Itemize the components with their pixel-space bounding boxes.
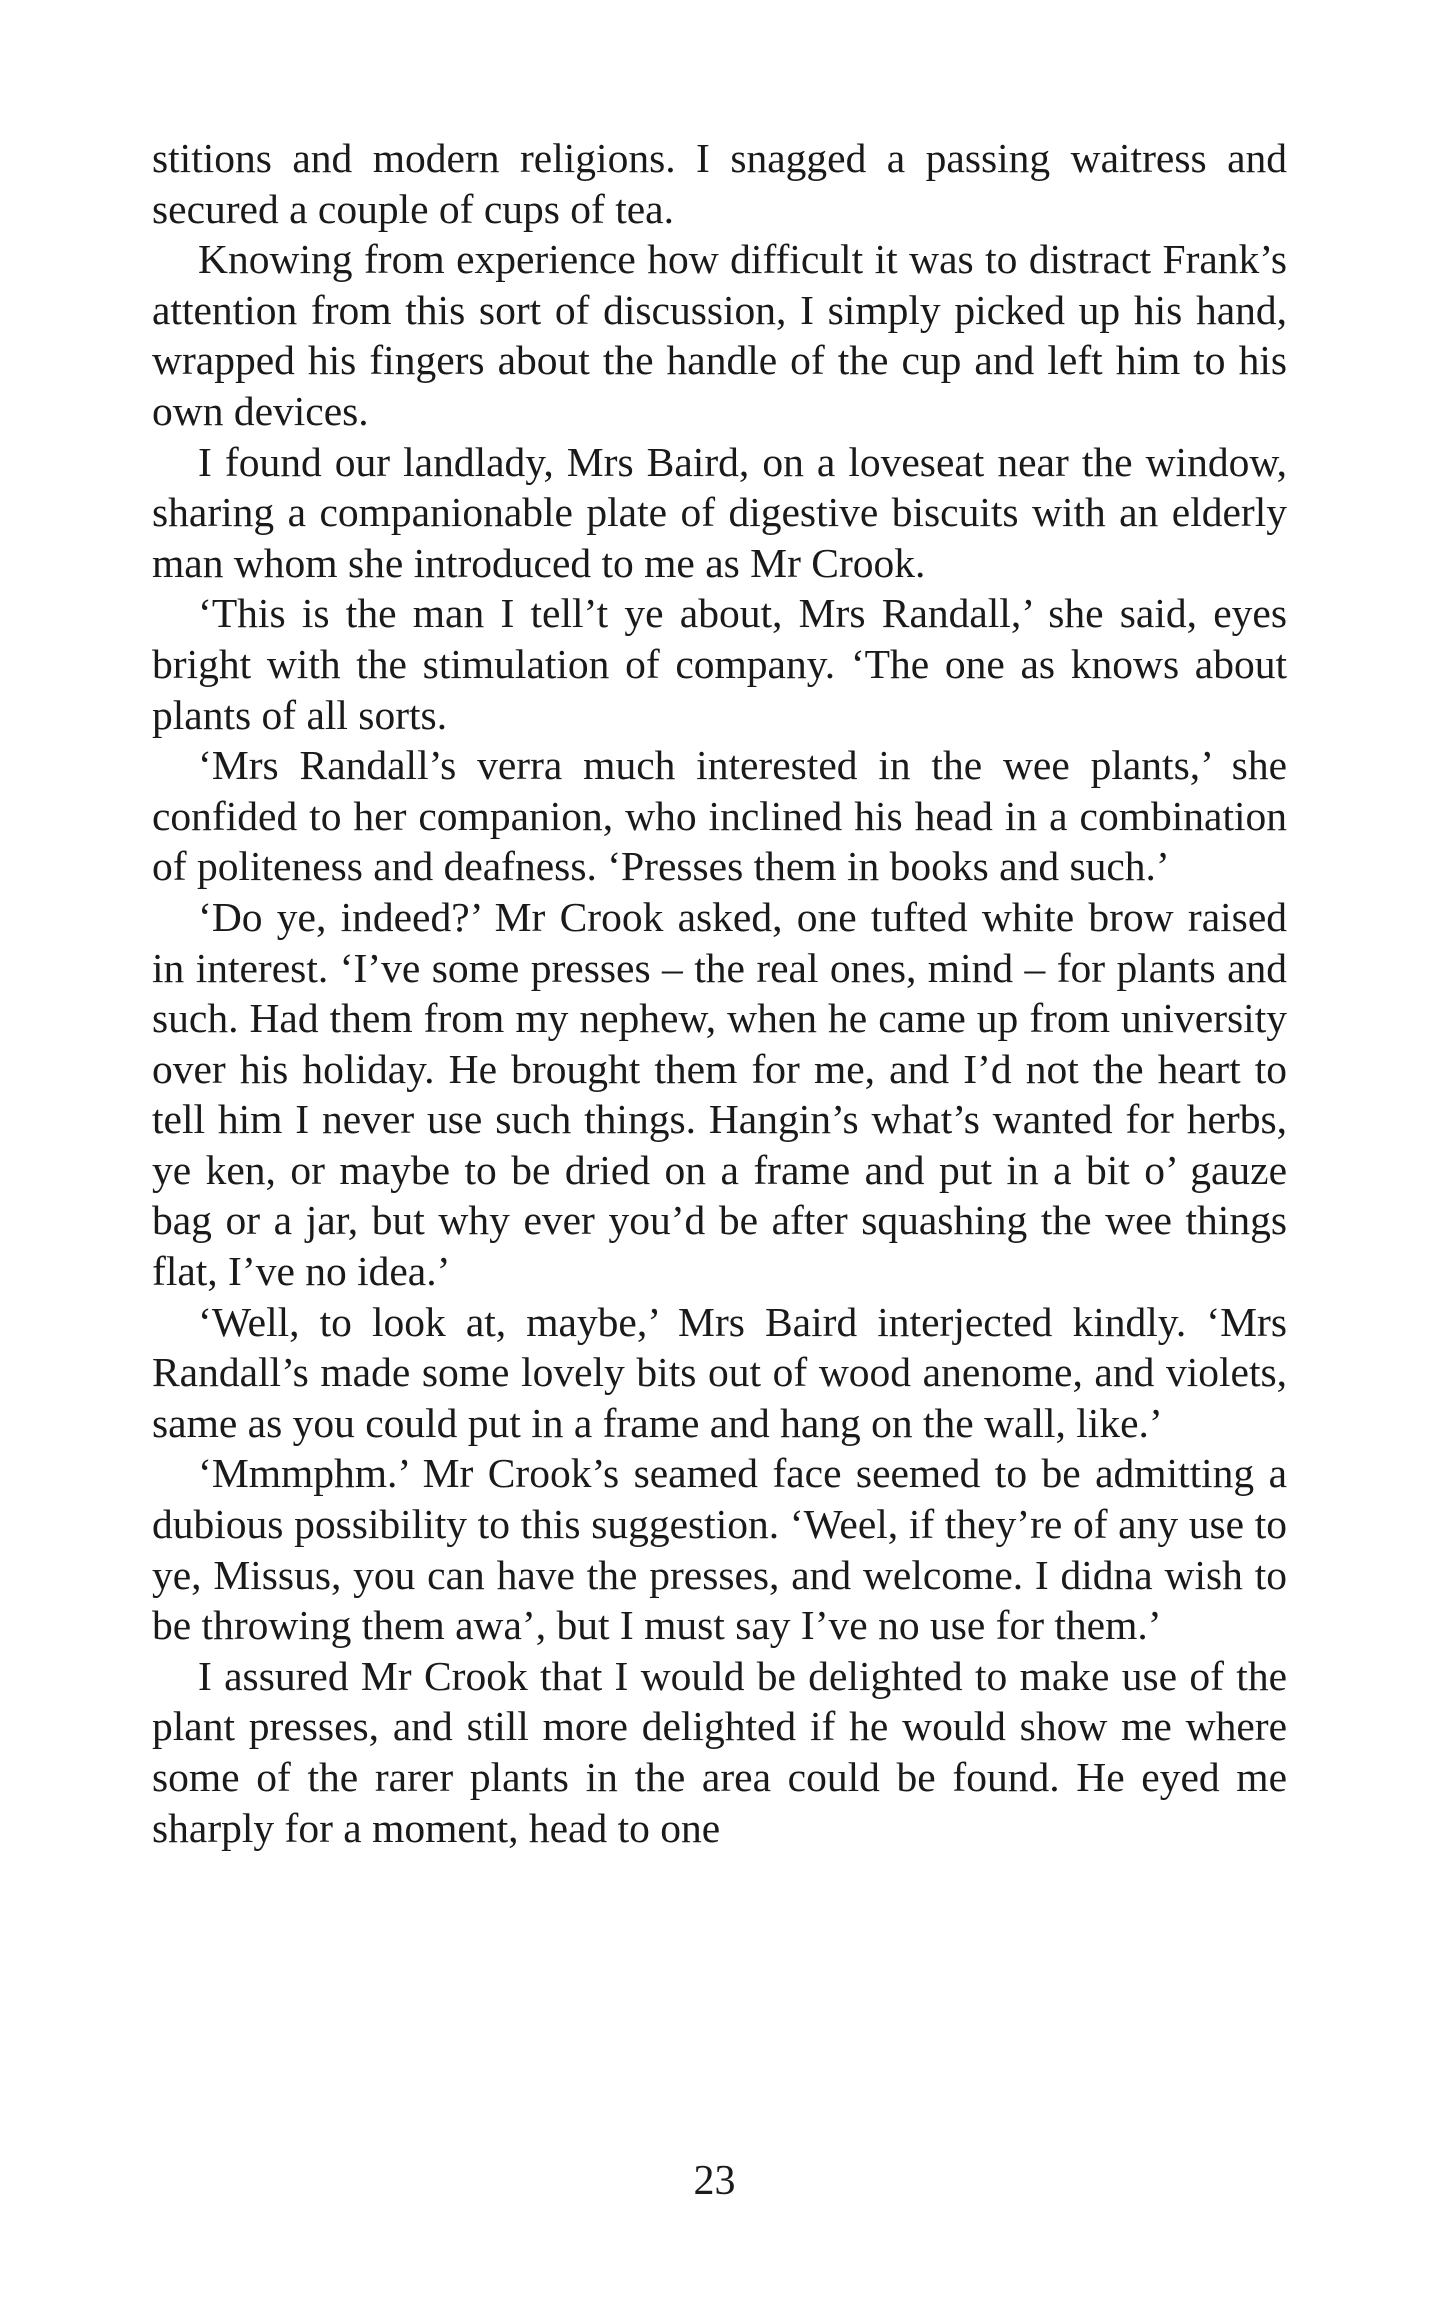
page-body [152,133,1287,1853]
paragraph-2: Knowing from experience how difficult it was to distract Frank’s attention from this sort of discussion, I simply picked up his hand, wrapped his fingers about the handle of the cup and left him to his own devices. [152,236,1287,434]
paragraph-6: ‘Do ye, indeed?’ Mr Crook asked, one tufted white brow raised in interest. ‘I’ve some presses – the real ones, mind – for plants and such. Had them from my nephew, when he came up from university over his holiday. He brought them for me, and I’d not the heart to tell him I never use such things. Hangin’s what’s wanted for herbs, ye ken, or maybe to be dried on a frame and put in a bit o’ gauze bag or a jar, but why ever you’d be after squashing the wee things flat, I’ve no idea.’ [152,893,1287,1295]
page-number: 23 [693,2158,736,2204]
paragraph-1: stitions and modern religions. I snagged a passing waitress and secured a couple of cups of tea. [152,135,1287,232]
paragraph-5: ‘Mrs Randall’s verra much interested in the wee plants,’ she confided to her companion, who inclined his head in a combination of politeness and deafness. ‘Presses them in books and such.’ [152,742,1287,890]
paragraph-9: I assured Mr Crook that I would be delighted to make use of the plant presses, and still more delighted if he would show me where some of the rarer plants in the area could be found. He eyed me sharply for a moment, head to one [152,1652,1287,1851]
paragraph-8: ‘Mmmphm.’ Mr Crook’s seamed face seemed to be admitting a dubious possibility to this suggestion. ‘Weel, if they’re of any use to ye, Missus, you can have the presses, and welcome. I didna wish to be throwing them awa’, but I must say I’ve no use for them.’ [152,1450,1287,1649]
paragraph-3: I found our landlady, Mrs Baird, on a loveseat near the window, sharing a companionable plate of digestive biscuits with an elderly man whom she introduced to me as Mr Crook. [152,438,1287,586]
paragraph-7: ‘Well, to look at, maybe,’ Mrs Baird interjected kindly. ‘Mrs Randall’s made some lovely bits out of wood anenome, and violets, same as you could put in a frame and hang on the wall, like.’ [152,1298,1287,1446]
paragraph-4: ‘This is the man I tell’t ye about, Mrs Randall,’ she said, eyes bright with the stimulation of company. ‘The one as knows about plants of all sorts. [152,590,1287,738]
